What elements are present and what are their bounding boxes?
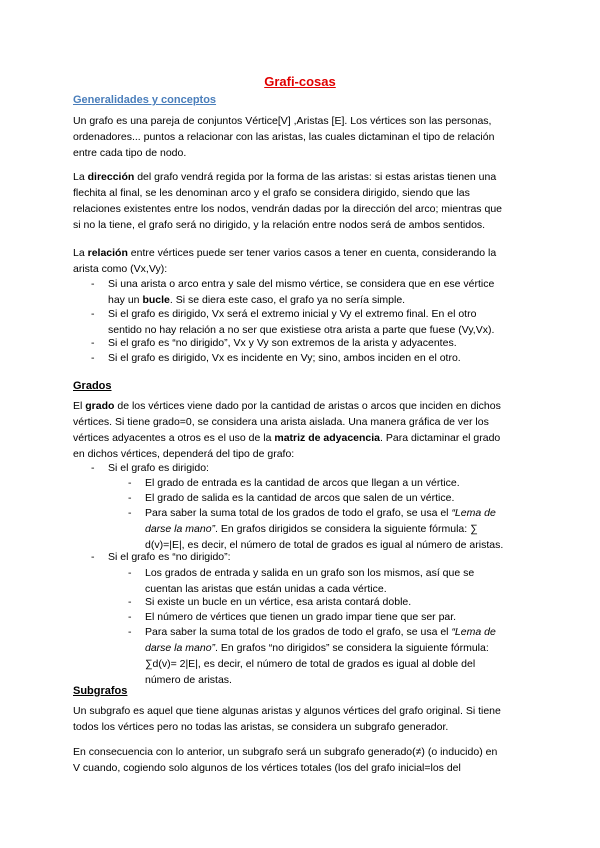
term-bucle: bucle [142,294,170,306]
text-line: arista como (Vx,Vy): [73,263,168,275]
heading-generalidades: Generalidades y conceptos [73,94,217,106]
heading-grados: Grados [73,380,112,392]
text-line: La dirección del grafo vendrá regida por la forma de las aristas: si estas aristas tienen una [73,171,497,183]
document-page: Grafi-cosas Generalidades y conceptos Un grafo es una pareja de conjuntos Vértice[V] ,Aristas [E]. Los vértices son las personas, ordenadores... puntos a relacionar con las aristas, las cuales dictaminan el tipo de relación entre cada tipo de nodo. La dirección del grafo vendrá regida por la forma de las aristas: si estas aristas tienen una flechita al final, se les denominan arco y el grafo se considera dirigido, siendo que las relaciones existentes entre los nodos, vendrán dadas por la dirección del arco; mientras que si no la tiene, el grafo será no dirigido, y la relación entre nodos será de ambos sentidos. La relación entre vértices puede ser tener varios casos a tener en cuenta, considerando la arista como (Vx,Vy): - Si una arista o arco entra y sale del mismo vértice, se considera que en ese vértice hay un bucle. Si se diera este caso, el grafo ya no sería simple. - Si el grafo es dirigido, Vx será el extremo inicial y Vy el extremo final. En el otro sentido no hay relación a no ser que existiese otra arista a parte que fuese (Vy,Vx). - Si el grafo es “no dirigido”, Vx y Vy son extremos de la arista y adyacentes. - Si el grafo es dirigido, Vx es incidente en Vy; sino, ambos inciden en el otro. Grados El grado de los vértices viene dado por la cantidad de aristas o arcos que inciden en dichos vértices. Si tiene grado=0, se considera una arista aislada. Una manera gráfica de ver los vértices adyacentes a otros es el uso de la matriz de adyacencia. Para dictaminar el grado en dichos vértices, dependerá del tipo de grafo: - Si el grafo es dirigido: - El grado de entrada es la cantidad de arcos que llegan a un vértice. - El grado de salida es la cantidad de arcos que salen de un vértice. - Para saber la suma total de los grados de todo el grafo, se usa el “Lema de darse la mano”. En grafos dirigidos se considera la siguiente fórmula: ∑ d(v)=|E|, es decir, el número de total de grados es igual al número de aristas. - Si el grafo es “no dirigido”: - Los grados de entrada y salida en un grafo son los mismos, así que se cuentan las aristas que están unidas a cada vértice. - Si existe un bucle en un vértice, esa arista contará doble. - El número de vértices que tienen un grado impar tiene que ser par. - Para saber la suma total de los grados de todo el grafo, se usa el “Lema de darse la mano”. En grafos “no dirigidos” se considera la siguiente fórmula: ∑d(v)= 2|E|, es decir, el número de total de grados es igual al doble del número de aristas. Subgrafos Un subgrafo es aquel que tiene algunas aristas y algunos vértices del grafo original. Si tiene todos los vértices pero no todas las aristas, se considera un subgrafo generador. En consecuencia con lo anterior, un subgrafo será un subgrafo generado(≠) (o inducido) en V cuando, cogiendo solo algunos de los vértices totales (los del grafo inicial=los del [0,0,600,848]
text-line: entre cada tipo de nodo. [73,147,187,159]
text-line: ordenadores... puntos a relacionar con las aristas, las cuales dictaminan el tipo de relación [73,131,495,143]
paragraph-relacion [73,245,530,277]
term-relacion: relación [87,247,128,259]
heading-subgrafos: Subgrafos [73,685,128,697]
term-matriz-adyacencia: matriz de adyacencia [274,432,381,444]
text-line: flechita al final, se les denominan arco y el grafo se considera dirigido, siendo que las [73,187,470,199]
text-line: Un grafo es una pareja de conjuntos Vértice[V] ,Aristas [E]. Los vértices son las personas, [73,115,492,127]
text-line: si no la tiene, el grafo será no dirigido, y la relación entre nodos será de ambos sentidos. [73,219,486,231]
paragraph-subgrafo: Un subgrafo es aquel que tiene algunas aristas y algunos vértices del grafo original. Si tiene todos los vértices pero no todas las aristas, se considera un subgrafo generador. [73,705,501,733]
paragraph-grado: El grado de los vértices viene dado por la cantidad de aristas o arcos que inciden en dichos vértices. Si tiene grado=0, se considera una arista aislada. Una manera gráfica de ver los vértices adyacentes a otros es el uso de la matriz de adyacencia. Para dictaminar el grado en dichos vértices, dependerá del tipo de grafo: [73,400,501,460]
paragraph-subgrafo-generado: En consecuencia con lo anterior, un subgrafo será un subgrafo generado(≠) (o inducido) en V cuando, cogiendo solo algunos de los vértices totales (los del grafo inicial=los del [73,746,498,774]
paragraph-direccion [73,169,530,233]
term-direccion: dirección [87,171,135,183]
paragraph-definicion [73,113,530,161]
term-grado: grado [85,400,115,412]
text-line: La relación entre vértices puede ser tener varios casos a tener en cuenta, considerando la [73,247,497,259]
document-title: Grafi-cosas [264,74,336,89]
text-line: relaciones existentes entre los nodos, vendrán dadas por la dirección del arco; mientras que [73,203,502,215]
